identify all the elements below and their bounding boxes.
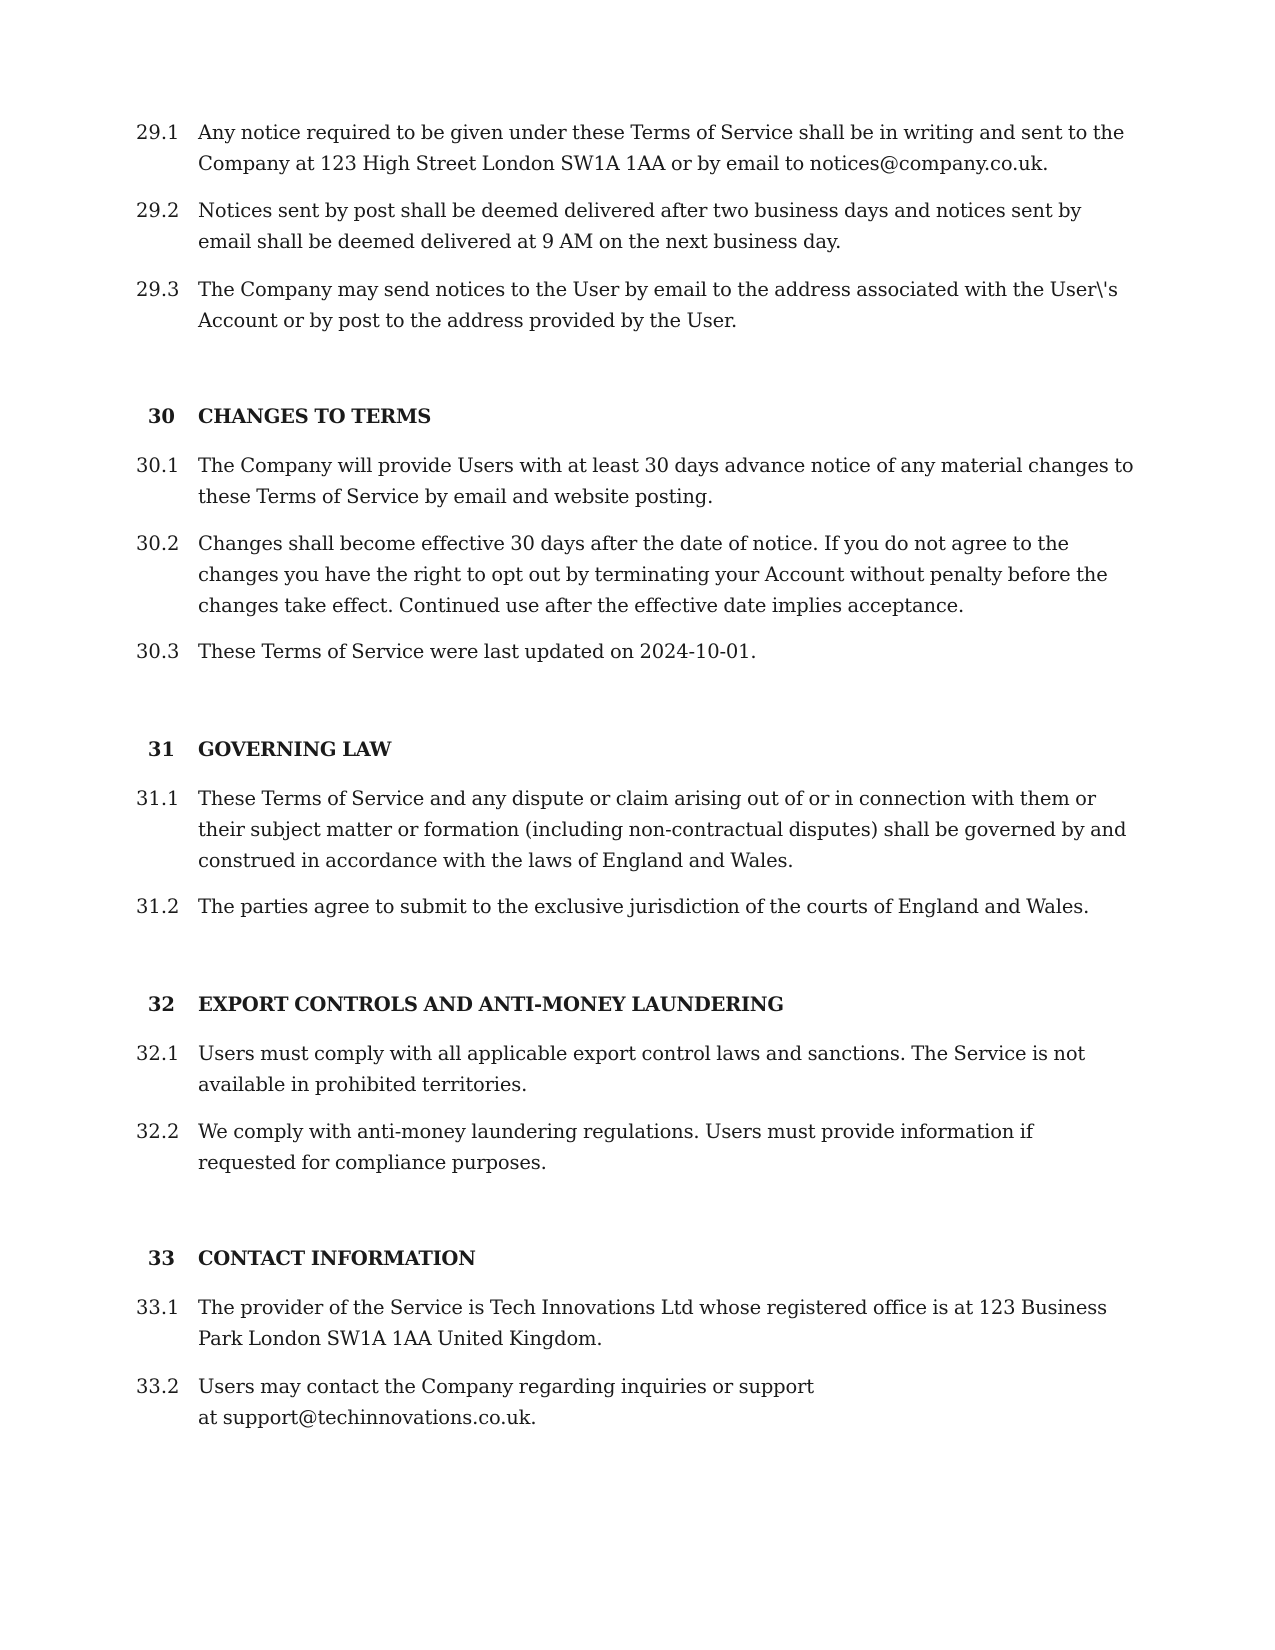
section-heading-30 — [136, 401, 1136, 432]
section-number: 31 — [147, 738, 175, 761]
clause-number: 32.1 — [136, 1042, 180, 1065]
clause-33-2 — [136, 1371, 1136, 1433]
clause-text: Changes shall become effective 30 days after the date of notice. If you do not agree to the changes you have the right to opt out by terminating your Account without penalty before the changes take effect. Continued use after the effective date implies acceptance. — [198, 532, 1108, 617]
clause-number: 33.1 — [136, 1296, 180, 1319]
section-title: EXPORT CONTROLS AND ANTI-MONEY LAUNDERING — [198, 993, 784, 1016]
clause-text: Users may contact the Company regarding inquiries or support at support@techinnovations.co.uk. — [198, 1375, 814, 1429]
clause-number: 31.2 — [136, 895, 180, 918]
clause-text: We comply with anti-money laundering regulations. Users must provide information if requested for compliance purposes. — [198, 1120, 1033, 1174]
clause-number: 29.2 — [136, 199, 180, 222]
clause-number: 32.2 — [136, 1120, 180, 1143]
clause-29-2 — [136, 195, 1136, 257]
section-title: GOVERNING LAW — [198, 738, 392, 761]
section-title: CHANGES TO TERMS — [198, 405, 432, 428]
clause-32-2 — [136, 1116, 1136, 1178]
clause-number: 29.1 — [136, 121, 180, 144]
section-number: 33 — [147, 1247, 175, 1270]
clause-30-1 — [136, 450, 1136, 512]
section-heading-31 — [136, 734, 1136, 765]
clause-32-1 — [136, 1038, 1136, 1100]
clause-number: 30.2 — [136, 532, 180, 555]
section-title: CONTACT INFORMATION — [198, 1247, 476, 1270]
clause-text: Any notice required to be given under these Terms of Service shall be in writing and sent to the Company at 123 High Street London SW1A 1AA or by email to notices@company.co.uk. — [198, 121, 1125, 175]
section-heading-32 — [136, 989, 1136, 1020]
clause-text: These Terms of Service and any dispute or claim arising out of or in connection with them or their subject matter or formation (including non-contractual disputes) shall be governed by and construed in accordance with the laws of England and Wales. — [198, 787, 1127, 872]
clause-text: The parties agree to submit to the exclusive jurisdiction of the courts of England and Wales. — [198, 895, 1090, 918]
clause-number: 30.3 — [136, 640, 180, 663]
clause-31-1 — [136, 783, 1136, 876]
section-number: 30 — [147, 405, 175, 428]
clause-text: The Company will provide Users with at least 30 days advance notice of any material changes to these Terms of Service by email and website posting. — [198, 454, 1134, 508]
clause-29-1 — [136, 117, 1136, 179]
clause-text: Notices sent by post shall be deemed delivered after two business days and notices sent by email shall be deemed delivered at 9 AM on the next business day. — [198, 199, 1082, 253]
clause-text: The Company may send notices to the User by email to the address associated with the User\'s Account or by post to the address provided by the User. — [198, 278, 1118, 332]
clause-text: Users must comply with all applicable export control laws and sanctions. The Service is not available in prohibited territories. — [198, 1042, 1086, 1096]
clause-text: The provider of the Service is Tech Innovations Ltd whose registered office is at 123 Business Park London SW1A 1AA United Kingdom. — [198, 1296, 1107, 1350]
section-number: 32 — [147, 993, 175, 1016]
clause-text: These Terms of Service were last updated on 2024-10-01. — [198, 640, 757, 663]
clause-number: 30.1 — [136, 454, 180, 477]
clause-number: 31.1 — [136, 787, 180, 810]
clause-30-2 — [136, 528, 1136, 621]
section-heading-33 — [136, 1243, 1136, 1274]
clause-33-1 — [136, 1292, 1136, 1354]
clause-31-2 — [136, 891, 1136, 922]
clause-number: 33.2 — [136, 1375, 180, 1398]
clause-29-3 — [136, 274, 1136, 336]
clause-30-3 — [136, 636, 1136, 667]
clause-number: 29.3 — [136, 278, 180, 301]
